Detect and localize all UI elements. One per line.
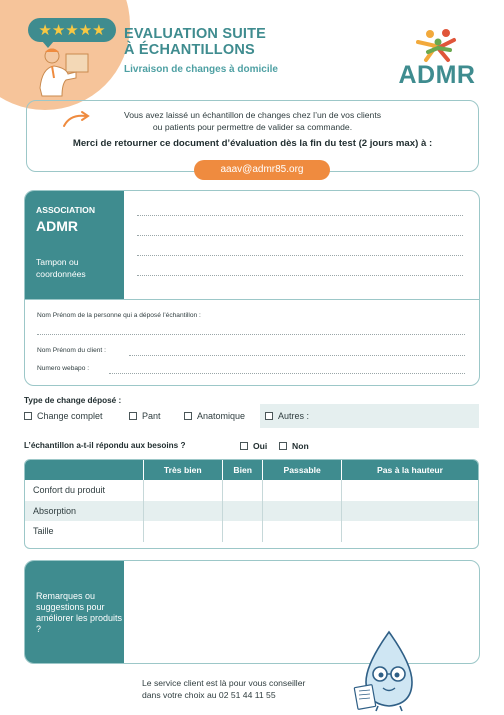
rating-stars-badge: [28, 18, 116, 42]
column-header: Très bien: [143, 460, 223, 480]
document-subtitle: Livraison de changes à domicile: [124, 64, 278, 75]
option-label: Autres :: [278, 411, 310, 421]
five-stars-icon: ★★★★★: [38, 22, 106, 39]
admr-logo-text: ADMR: [398, 61, 476, 89]
footer-line-1: Le service client est là pour vous conseiller: [142, 678, 306, 688]
stamp-line[interactable]: [137, 235, 463, 236]
rating-cell[interactable]: [263, 480, 342, 501]
answer-yes[interactable]: [240, 441, 267, 451]
intro-line-2: ou patients pour permettre de valider sa commande.: [152, 122, 353, 132]
water-drop-mascot-illustration: [352, 630, 426, 712]
footer-line-2: dans votre choix au 02 51 44 11 55: [142, 689, 276, 700]
depositor-name-field[interactable]: [37, 334, 465, 335]
document-title: [124, 26, 364, 75]
stamp-line[interactable]: [137, 255, 463, 256]
webapo-number-label: Numero webapo :: [37, 365, 90, 372]
depositor-name-label: Nom Prénom de la personne qui a déposé l’échantillon :: [37, 312, 201, 319]
association-label: ASSOCIATION: [36, 205, 96, 215]
remarks-label: Remarques ou suggestions pour améliorer les produits ?: [25, 561, 124, 663]
rating-cell[interactable]: [143, 501, 223, 522]
rating-cell[interactable]: [263, 501, 342, 522]
rating-cell[interactable]: [223, 521, 263, 542]
column-header: Pas à la hauteur: [342, 460, 478, 480]
checkbox[interactable]: [184, 412, 192, 420]
return-email[interactable]: aaav@admr85.org: [194, 160, 330, 180]
client-name-field[interactable]: [129, 355, 465, 356]
stamp-line[interactable]: [137, 215, 463, 216]
footer-contact: [142, 678, 305, 701]
checkbox[interactable]: [265, 412, 273, 420]
change-type-label: Type de change déposé :: [24, 396, 122, 405]
row-label: Absorption: [25, 501, 143, 522]
table-header-row: [25, 460, 478, 480]
rating-cell[interactable]: [143, 480, 223, 501]
checkbox[interactable]: [129, 412, 137, 420]
checkbox[interactable]: [240, 442, 248, 450]
rating-cell[interactable]: [342, 480, 478, 501]
rating-table: [24, 459, 479, 549]
option-pant[interactable]: [129, 411, 161, 421]
answer-no[interactable]: [279, 441, 309, 451]
client-name-label: Nom Prénom du client :: [37, 347, 106, 354]
stamp-line[interactable]: [137, 275, 463, 276]
webapo-number-field[interactable]: [109, 373, 465, 374]
needs-question: L’échantillon a-t-il répondu aux besoins ?: [24, 441, 186, 450]
option-change-complet[interactable]: [24, 411, 103, 421]
option-anatomique[interactable]: [184, 411, 245, 421]
option-label: Anatomique: [197, 411, 246, 421]
title-line-2: À ÉCHANTILLONS: [124, 42, 255, 58]
column-header: Passable: [263, 460, 342, 480]
stamp-hint: Tampon ou coordonnées: [36, 257, 86, 279]
table-row: [25, 521, 478, 542]
rating-cell[interactable]: [342, 521, 478, 542]
column-header: [25, 460, 143, 480]
rating-cell[interactable]: [342, 501, 478, 522]
delivery-person-illustration: [32, 44, 102, 100]
row-label: Confort du produit: [33, 485, 106, 496]
admr-figures-icon: [392, 28, 482, 64]
association-box: [24, 190, 480, 386]
rating-cell[interactable]: [143, 521, 223, 542]
checkbox[interactable]: [279, 442, 287, 450]
no-label: Non: [292, 441, 309, 451]
association-name: ADMR: [36, 218, 78, 234]
admr-logo: [392, 28, 482, 90]
intro-line-1: Vous avez laissé un échantillon de changes chez l’un de vos clients: [123, 110, 382, 120]
option-label: Change complet: [37, 411, 103, 421]
association-panel: [25, 191, 124, 299]
checkbox[interactable]: [24, 412, 32, 420]
yes-label: Oui: [253, 441, 268, 451]
table-row: [25, 501, 478, 522]
row-label: Taille: [33, 526, 54, 537]
option-autres[interactable]: [265, 411, 309, 421]
title-line-1: EVALUATION SUITE: [124, 26, 267, 42]
return-instruction: Merci de retourner ce document d’évaluation dès la fin du test (2 jours max) à :: [72, 138, 433, 149]
divider: [25, 299, 479, 300]
rating-cell[interactable]: [263, 521, 342, 542]
rating-cell[interactable]: [223, 501, 263, 522]
column-header: Bien: [223, 460, 263, 480]
option-label: Pant: [142, 411, 161, 421]
table-row: [25, 480, 478, 501]
rating-cell[interactable]: [223, 480, 263, 501]
